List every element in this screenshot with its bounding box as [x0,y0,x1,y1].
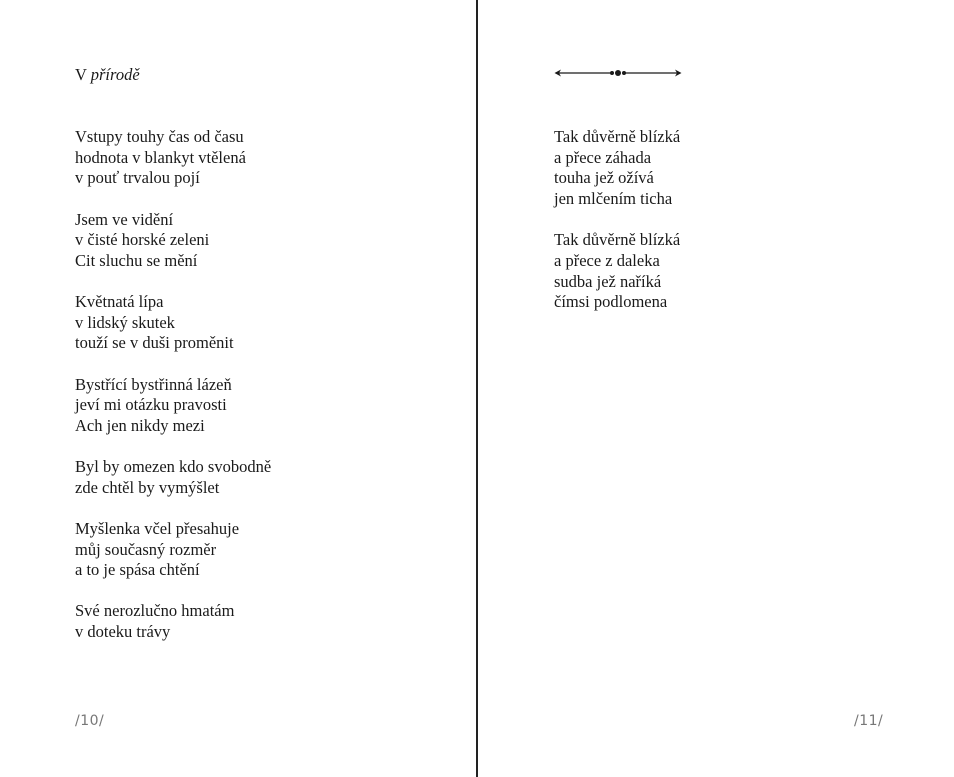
page-number: /11/ [854,713,884,729]
verse-line: v pouť trvalou pojí [75,168,200,188]
verse-line: a přece z daleka [554,250,660,270]
poem-body [554,127,934,313]
verse-line: v čisté horské zeleni [75,230,210,250]
verse-line: Květnatá lípa [75,292,164,311]
verse-line: Své nerozlučno hmatám [75,601,235,621]
stanza [75,375,455,437]
verse-line: sudba jež naříká [554,271,662,291]
left-page [0,0,476,777]
right-page [478,0,954,777]
stanza [75,601,455,642]
verse-line: čímsi podlomena [554,292,668,312]
verse-line: hodnota v blankyt vtělená [75,147,246,167]
verse-line: Myšlenka včel přesahuje [75,518,240,538]
verse-line: Vstupy touhy čas od času [75,127,244,146]
verse-line: Bystřící bystřinná lázeň [75,374,232,394]
verse-line: Ach jen nikdy mezi [75,415,205,435]
poem-title-prefix: V [75,65,87,84]
stanza [75,457,455,498]
stanza [75,519,455,581]
verse-line: touží se v duši proměnit [75,333,234,353]
verse-line: v doteku trávy [75,622,171,641]
verse-line: Tak důvěrně blízká [554,127,681,146]
poem-title [75,64,140,86]
verse-line: zde chtěl by vymýšlet [75,477,220,497]
verse-line: jen mlčením ticha [554,189,673,209]
stanza [75,127,455,189]
stanza [554,127,934,210]
fleuron-divider-icon [554,66,682,80]
verse-line: touha jež ožívá [554,168,654,188]
poem-title-italic: přírodě [90,65,140,84]
verse-line: a přece záhada [554,147,652,167]
verse-line: Jsem ve vidění [75,209,174,229]
verse-line: a to je spása chtění [75,560,200,580]
verse-line: jeví mi otázku pravosti [75,395,227,415]
verse-line: můj současný rozměr [75,539,217,559]
poem-body [75,127,455,643]
verse-line: v lidský skutek [75,312,175,332]
verse-line: Tak důvěrně blízká [554,230,681,250]
stanza [75,210,455,272]
stanza [75,292,455,354]
verse-line: Cit sluchu se mění [75,250,198,270]
page-number: /10/ [75,713,105,729]
stanza [554,230,934,313]
verse-line: Byl by omezen kdo svobodně [75,457,272,476]
